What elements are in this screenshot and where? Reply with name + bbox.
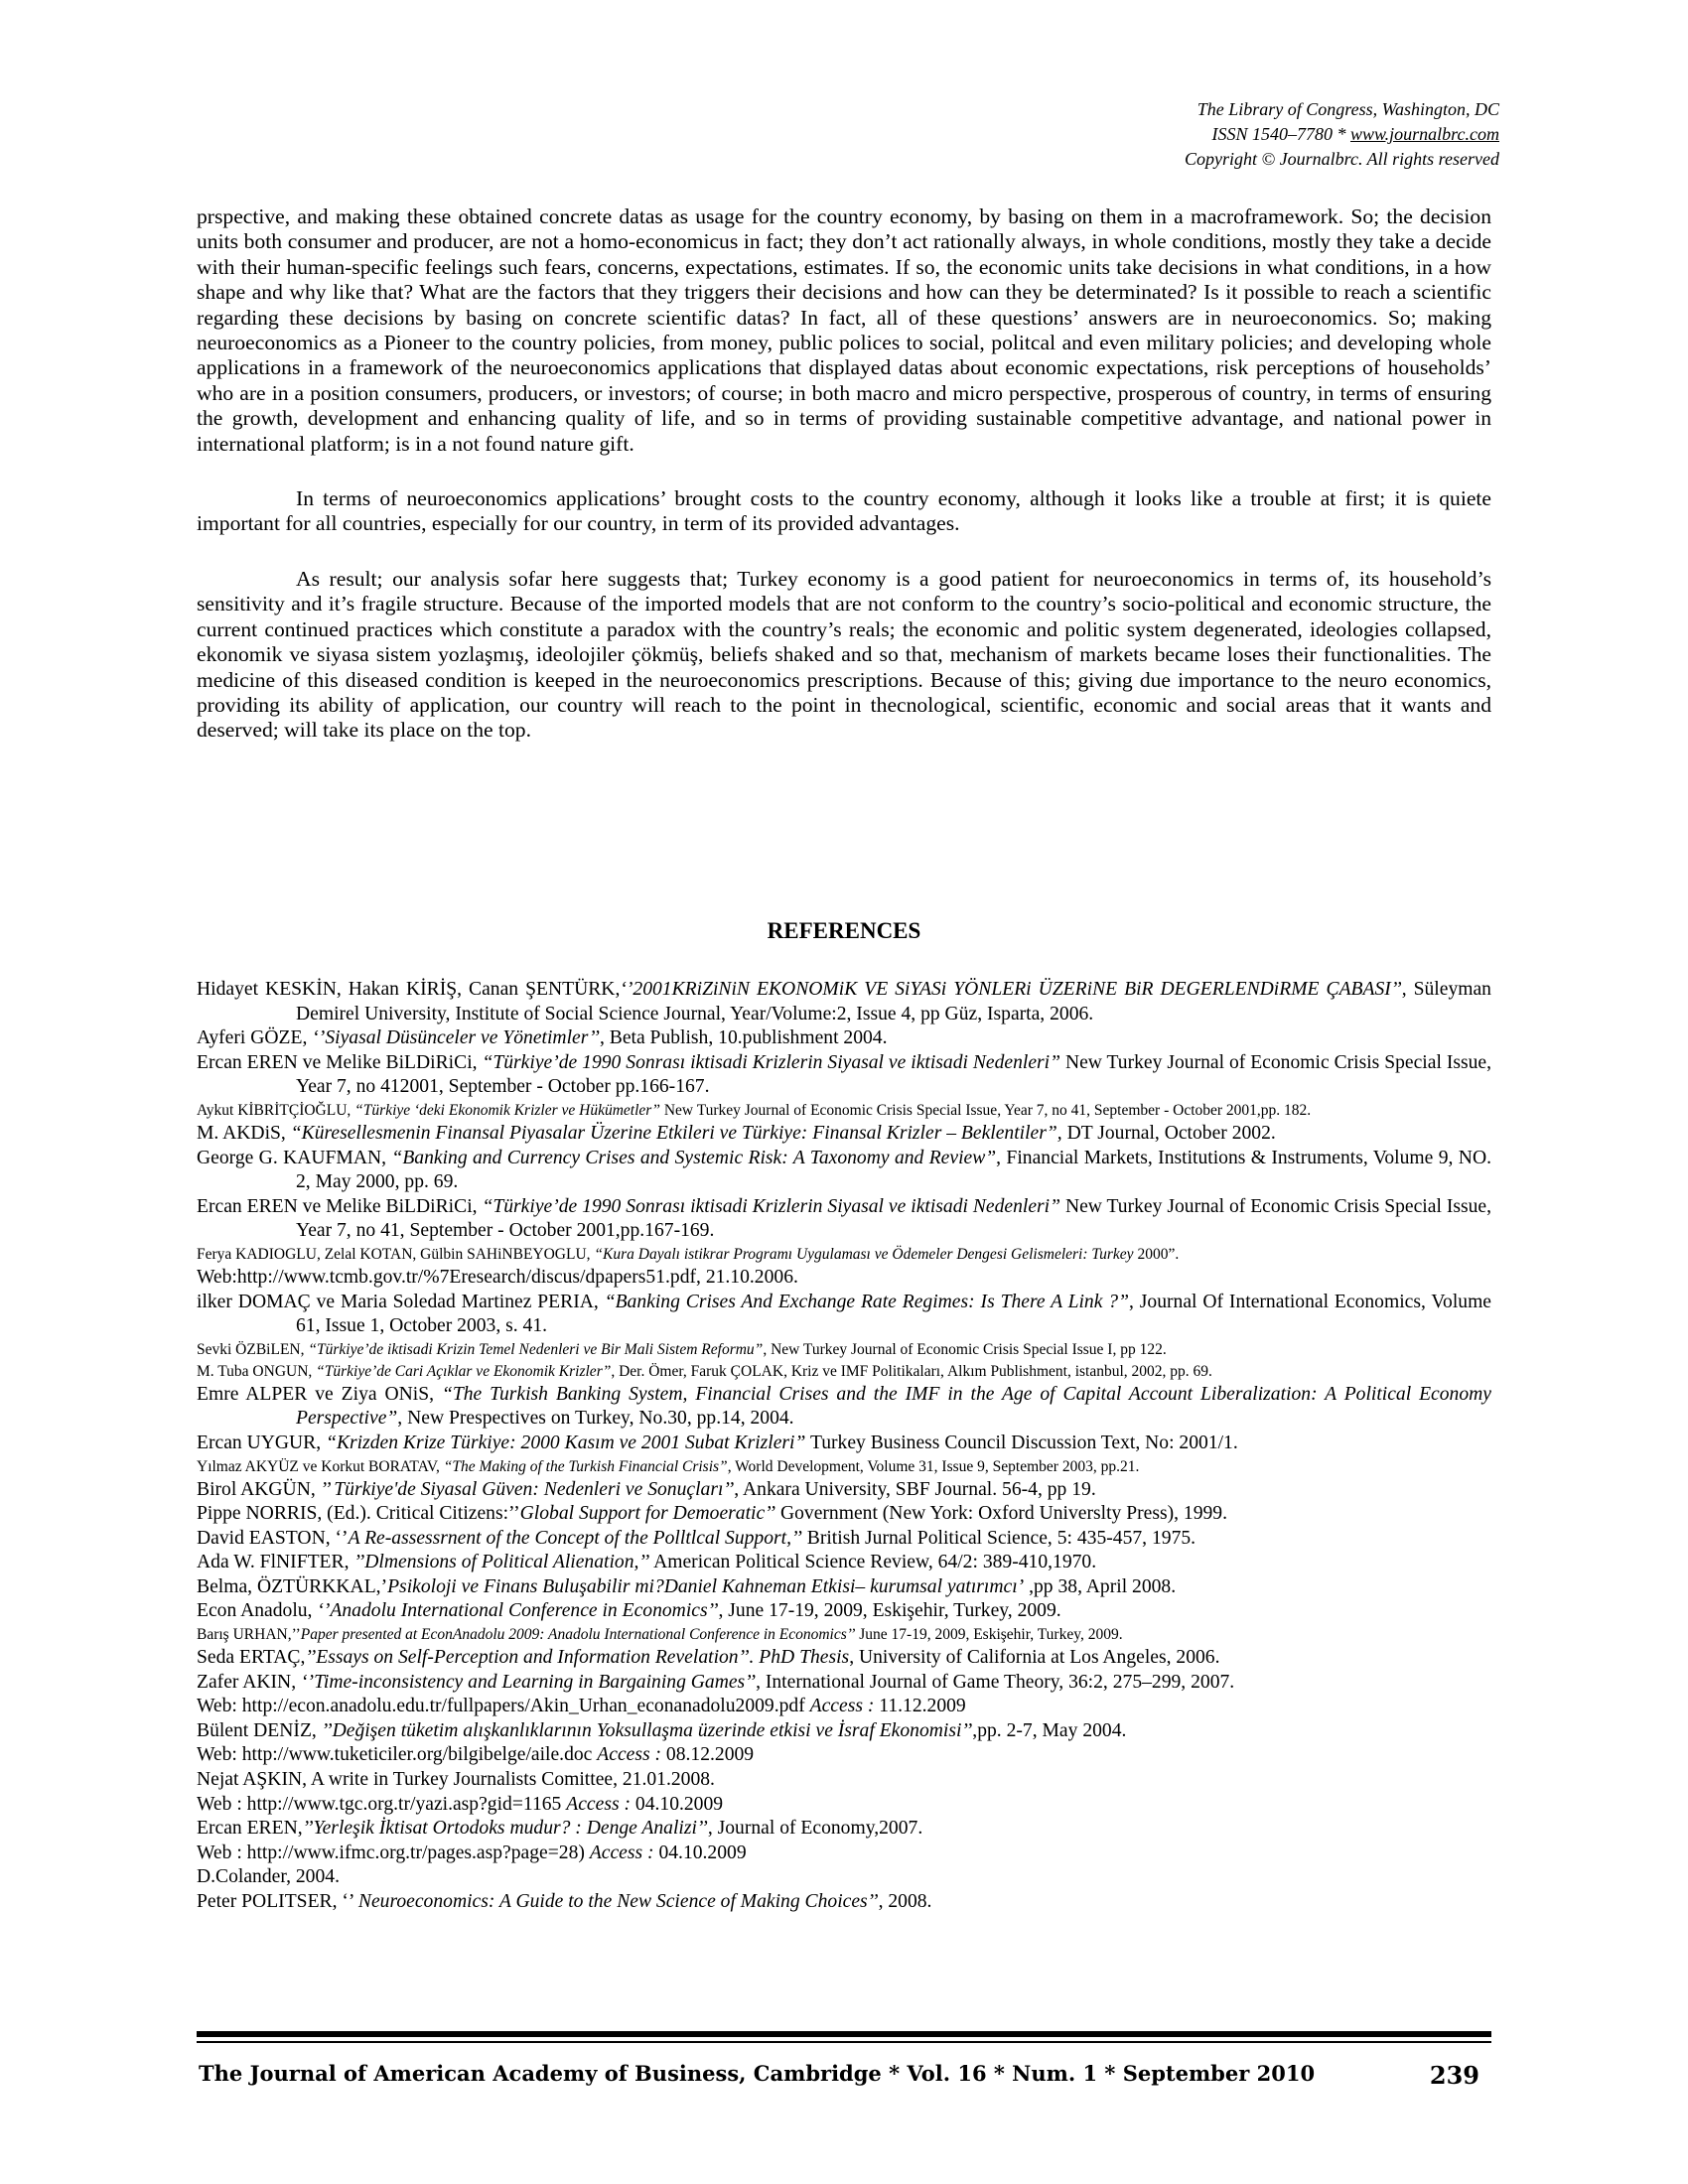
- reference-authors: Econ Anadolu,: [197, 1600, 318, 1622]
- reference-title: “Türkiye’de Cari Açıklar ve Ekonomik Krizler”: [316, 1362, 612, 1380]
- body-paragraph-3: As result; our analysis sofar here suggests that; Turkey economy is a good patient for neuroeconomics in terms of, its household’s sensitivity and it’s fragile structure. Because of the imported models that are not conform to the country’s socio-political and economic structure, the current continued practices which constitute a paradox with the country’s reals; the economic and politic system degenerated, ideologies collapsed, ekonomik ve siyasa sistem yozlaşmış, ideolojiler çökmüş, beliefs shaked and so that, mechanism of markets became loses their functionalities. The medicine of this diseased condition is keeped in the neuroeconomics prescriptions. Because of this; giving due importance to the neuro economics, providing its ability of application, our country will reach to the point in thecnological, scientific, economic and social areas that it wants and deserved; will take its place on the top.: [197, 566, 1491, 743]
- reference-authors: Ada W. FlNIFTER,: [197, 1552, 354, 1573]
- reference-entry: [197, 1695, 1491, 1719]
- reference-entry: [197, 1527, 1491, 1552]
- reference-authors: Bülent DENİZ,: [197, 1719, 322, 1741]
- reference-details: 04.10.2009: [653, 1842, 747, 1863]
- header-issn: ISSN 1540–7780 *: [1211, 124, 1350, 144]
- reference-entry: [197, 1244, 1491, 1266]
- reference-title: A Re-assessrnent of the Concept of the Polltlcal Support,’’: [348, 1527, 802, 1549]
- reference-details: 08.12.2009: [661, 1744, 755, 1766]
- header-url-link[interactable]: www.journalbrc.com: [1349, 124, 1499, 144]
- reference-entry: [197, 1743, 1491, 1768]
- reference-details: , 2008.: [878, 1891, 932, 1912]
- reference-details: DT Journal, October 2002.: [1061, 1122, 1276, 1144]
- reference-authors: M. AKDiS,: [197, 1122, 291, 1144]
- reference-title: “Türkiye’de 1990 Sonrası iktisadi Krizlerin Siyasal ve iktisadi Nedenleri”: [482, 1051, 1061, 1073]
- reference-title: “Küresellesmenin Finansal Piyasalar Üzerine Etkileri ve Türkiye: Finansal Krizler – Beklentiler”,: [290, 1122, 1062, 1144]
- reference-details: , Süleyman Demirel University, Institute of Social Science Journal, Year/Volume:2, Issue 4, pp Güz, Isparta, 2006.: [296, 979, 1491, 1024]
- reference-entry: [197, 1383, 1491, 1432]
- reference-authors: Seda ERTAÇ,: [197, 1647, 306, 1669]
- reference-entry: [197, 1599, 1491, 1624]
- reference-title: ’’ Türkiye'de Siyasal Güven: Nedenleri ve Sonuçları’’: [320, 1478, 735, 1500]
- reference-details: , Beta Publish, 10.publishment 2004.: [599, 1027, 888, 1049]
- reference-title: ‘’Time-inconsistency and Learning in Bargaining Games’’: [301, 1671, 757, 1693]
- reference-entry: [197, 1147, 1491, 1195]
- reference-entry: [197, 1339, 1491, 1361]
- reference-details: Turkey Business Council Discussion Text, No: 2001/1.: [805, 1432, 1238, 1453]
- reference-title: ’’Essays on Self-Perception and Information Revelation’’. PhD Thesis: [305, 1647, 850, 1669]
- reference-entry: [197, 1817, 1491, 1842]
- reference-title: ’’Dlmensions of Political Alienation,’’: [353, 1552, 650, 1573]
- reference-authors: Ferya KADIOGLU, Zelal KOTAN, Gülbin SAHiNBEYOGLU,: [197, 1245, 595, 1263]
- reference-entry: [197, 1671, 1491, 1696]
- reference-authors: David EASTON, ‘’: [197, 1527, 349, 1549]
- reference-authors: Ercan EREN ve Melike BiLDiRiCi,: [197, 1195, 483, 1217]
- reference-details: ,pp 38, April 2008.: [1024, 1575, 1177, 1597]
- reference-entry: [197, 1100, 1491, 1122]
- reference-authors: D.Colander, 2004.: [197, 1866, 340, 1888]
- reference-authors: Web:http://www.tcmb.gov.tr/%7Eresearch/discus/dpapers51.pdf, 21.10.2006.: [197, 1266, 798, 1288]
- reference-authors: Sevki ÖZBiLEN,: [197, 1340, 309, 1358]
- reference-title: ’’Yerleşik İktisat Ortodoks mudur? : Denge Analizi’’: [302, 1818, 708, 1840]
- reference-title: Access :: [809, 1696, 875, 1717]
- reference-authors: Hidayet KESKİN, Hakan KİRİŞ, Canan ŞENTÜRK,: [197, 979, 621, 1000]
- reference-details: , June 17-19, 2009, Eskişehir, Turkey, 2009.: [718, 1600, 1061, 1622]
- reference-title: “Banking Crises And Exchange Rate Regimes: Is There A Link ?”: [604, 1291, 1130, 1312]
- reference-authors: M. Tuba ONGUN,: [197, 1362, 317, 1380]
- reference-details: , Journal of Economy,2007.: [707, 1818, 923, 1840]
- reference-entry: [197, 1842, 1491, 1866]
- article-body: [197, 205, 1491, 773]
- reference-authors: Barış URHAN,’’: [197, 1626, 301, 1644]
- reference-authors: Zafer AKIN,: [197, 1671, 302, 1693]
- reference-entry: [197, 1551, 1491, 1575]
- reference-title: “Kura Dayalı istikrar Programı Uygulaması ve Ödemeler Dengesi Gelismeleri: Turkey: [594, 1245, 1134, 1263]
- reference-entry: [197, 1865, 1491, 1890]
- reference-details: 11.12.2009: [874, 1696, 966, 1717]
- body-paragraph-2: In terms of neuroeconomics applications’ brought costs to the country economy, although it looks like a trouble at first; it is quiete important for all countries, especially for our country, in term of its provided advantages.: [197, 486, 1491, 536]
- reference-authors: Peter POLITSER, ‘’: [197, 1891, 358, 1912]
- reference-authors: ilker DOMAÇ ve Maria Soledad Martinez PERIA,: [197, 1291, 605, 1312]
- reference-entry: [197, 1890, 1491, 1915]
- reference-authors: Ercan EREN,: [197, 1818, 303, 1840]
- reference-details: British Jurnal Political Science, 5: 435-457, 1975.: [801, 1527, 1196, 1549]
- reference-details: , University of California at Los Angeles, 2006.: [849, 1647, 1220, 1669]
- reference-authors: George G. KAUFMAN,: [197, 1147, 392, 1168]
- reference-entry: [197, 1195, 1491, 1244]
- reference-title: “The Making of the Turkish Financial Crisis”: [443, 1457, 728, 1475]
- header-library-line: The Library of Congress, Washington, DC: [1196, 99, 1499, 119]
- reference-authors: Aykut KİBRİTÇİOĞLU,: [197, 1101, 355, 1119]
- reference-title: “The Turkish Banking System, Financial Crises and the IMF in the Age of Capital Account Liberalization: A Political Economy Perspective”: [296, 1383, 1491, 1430]
- reference-details: 2000”.: [1133, 1245, 1180, 1263]
- header-issn-line: [1185, 122, 1499, 147]
- reference-details: New Turkey Journal of Economic Crisis Special Issue, Year 7, no 41, September - October 2001,pp. 182.: [659, 1101, 1312, 1119]
- reference-entry: [197, 1624, 1491, 1646]
- reference-details: , New Turkey Journal of Economic Crisis Special Issue I, pp 122.: [763, 1340, 1167, 1358]
- reference-entry: [197, 1793, 1491, 1818]
- reference-title: ‘’Siyasal Düsünceler ve Yönetimler’’: [312, 1027, 600, 1049]
- reference-details: 04.10.2009: [631, 1793, 724, 1815]
- header-copyright-line: Copyright © Journalbrc. All rights reserved: [1185, 149, 1499, 169]
- reference-authors: Nejat AŞKIN, A write in Turkey Journalists Comittee, 21.01.2008.: [197, 1769, 715, 1791]
- reference-title: ‘’Anadolu International Conference in Economics’’: [317, 1600, 719, 1622]
- reference-authors: Ercan EREN ve Melike BiLDiRiCi,: [197, 1051, 483, 1073]
- reference-entry: [197, 1361, 1491, 1383]
- references-list: [197, 978, 1491, 1915]
- reference-authors: Web: http://www.tuketiciler.org/bilgibelge/aile.doc: [197, 1744, 598, 1766]
- page-footer: [199, 2061, 1479, 2090]
- reference-authors: Yılmaz AKYÜZ ve Korkut BORATAV,: [197, 1457, 444, 1475]
- body-paragraph-1: prspective, and making these obtained concrete datas as usage for the country economy, by basing on them in a macroframework. So; the decision units both consumer and producer, are not a homo-economicus in fact; they don’t act rationally always, in whole conditions, mostly they take a decide with their human-specific feelings such fears, concerns, expectations, estimates. If so, the economic units take decisions in what conditions, in a how shape and why like that? What are the factors that they triggers their decisions and how can they be determinated? Is it possible to reach a scientific regarding these decisions by basing on concrete scientific datas? In fact, all of these questions’ answers are in neuroeconomics. So; making neuroeconomics as a Pioneer to the country policies, from money, public polices to social, politcal and even military policies; and developing whole applications in a framework of the neuroeconomics applications that displayed datas about economic expectations, risk perceptions of households’ who are in a position consumers, producers, or investors; of course; in both macro and micro perspective, prosperous of country, in terms of ensuring the growth, development and enhancing quality of life, and so in terms of providing sustainable competitive advantage, and national power in international platform; is in a not found nature gift.: [197, 205, 1491, 456]
- reference-title: “Krizden Krize Türkiye: 2000 Kasım ve 2001 Subat Krizleri”: [326, 1432, 806, 1453]
- reference-entry: [197, 1026, 1491, 1051]
- reference-authors: Ayferi GÖZE,: [197, 1027, 313, 1049]
- reference-entry: [197, 1266, 1491, 1291]
- reference-authors: Ercan UYGUR,: [197, 1432, 327, 1453]
- footer-rule-thin: [197, 2041, 1491, 2043]
- reference-title: Access :: [566, 1793, 631, 1815]
- reference-title: “Türkiye’de iktisadi Krizin Temel Nedenleri ve Bir Mali Sistem Reformu”: [308, 1340, 764, 1358]
- reference-details: American Political Science Review, 64/2: 389-410,1970.: [649, 1552, 1097, 1573]
- reference-entry: [197, 1478, 1491, 1503]
- journal-header: [1185, 97, 1499, 172]
- reference-entry: [197, 1646, 1491, 1671]
- footer-rule-thick: [197, 2031, 1491, 2037]
- reference-title: ’’Değişen tüketim alışkanlıklarının Yoksullaşma üzerinde etkisi ve İsraf Ekonomisi’’: [321, 1719, 973, 1741]
- reference-details: , International Journal of Game Theory, 36:2, 275–299, 2007.: [756, 1671, 1235, 1693]
- reference-entry: [197, 1291, 1491, 1339]
- reference-title: Paper presented at EconAnadolu 2009: Anadolu International Conference in Economics’’: [300, 1626, 856, 1644]
- reference-authors: Web : http://www.ifmc.org.tr/pages.asp?page=28): [197, 1842, 590, 1863]
- reference-details: Government (New York: Oxford Universlty Press), 1999.: [775, 1503, 1228, 1525]
- reference-authors: Web: http://econ.anadolu.edu.tr/fullpapers/Akin_Urhan_econanadolu2009.pdf: [197, 1696, 810, 1717]
- reference-details: ,pp. 2-7, May 2004.: [972, 1719, 1127, 1741]
- reference-details: June 17-19, 2009, Eskişehir, Turkey, 2009.: [855, 1626, 1123, 1644]
- reference-details: New Turkey Journal of Economic Crisis Special Issue, Year 7, no 412001, September - October pp.166-167.: [296, 1051, 1491, 1098]
- reference-details: , Journal Of International Economics, Volume 61, Issue 1, October 2003, s. 41.: [296, 1291, 1492, 1337]
- reference-authors: Emre ALPER ve Ziya ONiS,: [197, 1383, 442, 1405]
- reference-entry: [197, 1768, 1491, 1793]
- reference-details: New Turkey Journal of Economic Crisis Special Issue, Year 7, no 41, September - October 2001,pp.167-169.: [296, 1195, 1491, 1242]
- reference-title: “Türkiye’de 1990 Sonrası iktisadi Krizlerin Siyasal ve iktisadi Nedenleri”: [482, 1195, 1061, 1217]
- reference-authors: Birol AKGÜN,: [197, 1478, 321, 1500]
- footer-journal-info: The Journal of American Academy of Business, Cambridge * Vol. 16 * Num. 1 * September 2010: [199, 2061, 1316, 2086]
- reference-details: , Ankara University, SBF Journal. 56-4, pp 19.: [734, 1478, 1096, 1500]
- reference-entry: [197, 1432, 1491, 1456]
- reference-entry: [197, 1122, 1491, 1147]
- reference-details: , Der. Ömer, Faruk ÇOLAK, Kriz ve IMF Politikaları, Alkım Publishment, istanbul, 2002, pp. 69.: [611, 1362, 1212, 1380]
- reference-details: , New Prespectives on Turkey, No.30, pp.14, 2004.: [397, 1408, 794, 1430]
- reference-entry: [197, 1575, 1491, 1600]
- reference-authors: Pippe NORRIS, (Ed.). Critical Citizens:’’: [197, 1503, 520, 1525]
- reference-authors: Belma, ÖZTÜRKKAL,’: [197, 1575, 388, 1597]
- reference-authors: Web : http://www.tgc.org.tr/yazi.asp?gid=1165: [197, 1793, 567, 1815]
- reference-entry: [197, 1051, 1491, 1100]
- reference-entry: [197, 1502, 1491, 1527]
- reference-details: , Financial Markets, Institutions & Instruments, Volume 9, NO. 2, May 2000, pp. 69.: [296, 1147, 1491, 1193]
- references-heading: REFERENCES: [767, 918, 921, 943]
- reference-entry: [197, 1719, 1491, 1744]
- reference-title: ‘’2001KRiZiNiN EKONOMiK VE SiYASi YÖNLERi ÜZERiNE BiR DEGERLENDiRME ÇABASI’’: [620, 979, 1402, 1000]
- reference-title: “Banking and Currency Crises and Systemic Risk: A Taxonomy and Review”: [391, 1147, 997, 1168]
- reference-entry: [197, 978, 1491, 1026]
- reference-details: , World Development, Volume 31, Issue 9, September 2003, pp.21.: [727, 1457, 1140, 1475]
- reference-title: Global Support for Demoeratic’’: [519, 1503, 776, 1525]
- page-number: 239: [1429, 2061, 1479, 2090]
- reference-title: Psikoloji ve Finans Buluşabilir mi?Daniel Kahneman Etkisi– kurumsal yatırımcı’: [387, 1575, 1025, 1597]
- reference-title: “Türkiye ‘deki Ekonomik Krizler ve Hükümetler”: [354, 1101, 660, 1119]
- reference-entry: [197, 1456, 1491, 1478]
- reference-title: Access :: [597, 1744, 662, 1766]
- reference-title: Neuroeconomics: A Guide to the New Science of Making Choices’’: [357, 1891, 879, 1912]
- reference-title: Access :: [589, 1842, 654, 1863]
